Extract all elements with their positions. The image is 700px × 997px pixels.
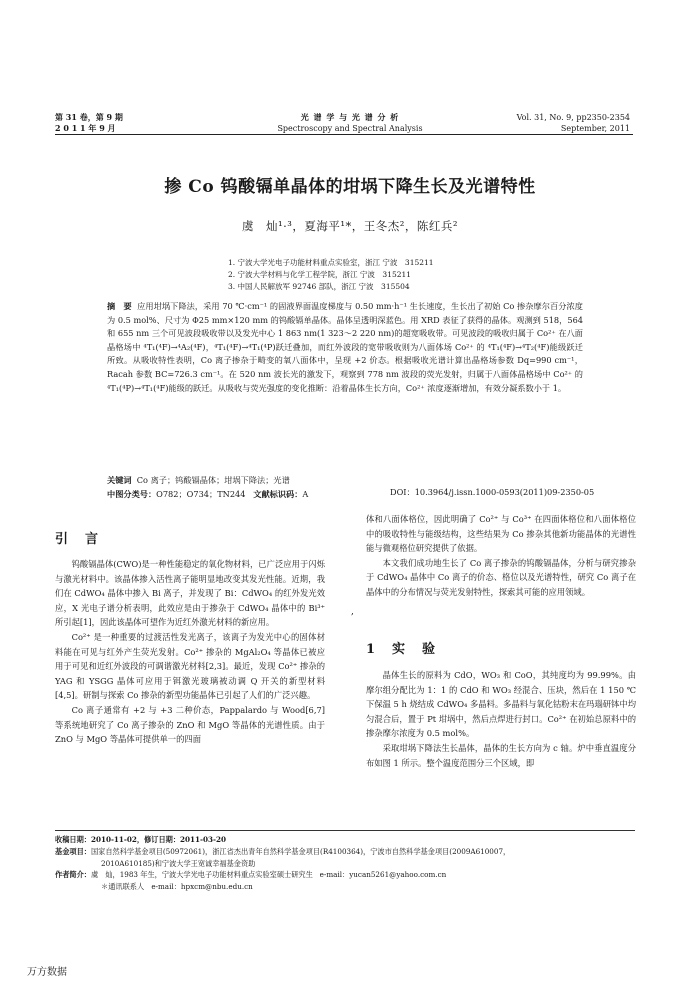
publish-date: 2 0 1 1 年 9 月 — [55, 123, 116, 133]
author-bio — [55, 869, 640, 881]
right-column — [366, 668, 636, 770]
paper-title: 掺 Co 钨酸镉单晶体的坩埚下降生长及光谱特性 — [164, 177, 536, 197]
paragraph: Co 离子通常有 +2 与 +3 二种价态，Pappalardo 与 Wood[6,7] 等系统地研究了 Co 离子掺杂的 ZnO 和 MgO 等晶体的光谱性质。由于 ZnO 与 MgO 等晶体可提供单一的四面 — [55, 704, 325, 745]
abstract-text: 应用坩埚下降法，采用 70 ℃·cm⁻¹ 的固液界面温度梯度与 0.50 mm·h⁻¹ 生长速度，生长出了初始 Co 掺杂摩尔百分浓度为 0.5 mol%、尺寸为 Φ25 mm×120 mm 的钨酸镉单晶体。晶体呈透明深蓝色。用 XRD 表征了获得的晶体。观测到 518，564 和 655 nm 三个可见波段吸收带以及发光中心 1 863 nm(1 323～2 220 nm)的超宽吸收带。可见波段的吸收归属于 Co²⁺ 在八面晶格场中 ⁴T₁(⁴F)→⁴A₂(⁴F)，⁴T₁(⁴F)→⁴T₁(⁴P)跃迁叠加，而红外波段的宽带吸收则为八面体场 Co²⁺ 的 ⁴T₁(⁴F)→⁴T₂(⁴F)能级跃迁所致。从吸收特性表明，Co 离子掺杂于畸变的氧八面体中，呈现 +2 价态。根据吸收光谱计算出晶格场参数 Dq=990 cm⁻¹，Racah 参数 BC=726.3 cm⁻¹。在 520 nm 波长光的激发下，观察到 778 nm 波段的荧光发射，归属于八面体晶格场中 Co²⁺ 的 ⁴T₁(⁴P)→⁴T₁(⁴F)能级的跃迁。从吸收与荧光强度的变化推断：沿着晶体生长方向，Co²⁺ 浓度逐渐增加，有效分凝系数小于 1。 — [107, 301, 583, 393]
clc-label: 中图分类号： — [107, 488, 157, 499]
corresponding-author: ＊通讯联系人 e-mail：hpxcm@nbu.edu.cn — [101, 882, 253, 892]
publish-month: September, 2011 — [560, 124, 630, 133]
paragraph: 钨酸镉晶体(CWO)是一种性能稳定的氧化物材料，已广泛应用于闪烁与激光材料中。该晶体掺入活性离子能明显地改变其发光性能。近期，我们在 CdWO₄ 晶体中掺入 Bi 离子，并发现了 Bi：CdWO₄ 的红外发光效应，X 光电子谱分析表明，此效应是由于掺杂于 CdWO₄ 晶体中的 Bi³⁺ 所引起[1]，因此该晶体可望作为近红外激光材料的新应用。 — [55, 559, 325, 628]
journal-volume — [55, 112, 123, 134]
journal-title — [240, 112, 460, 134]
column-mark: , — [351, 607, 354, 617]
abstract — [107, 300, 583, 395]
right-column-top — [366, 512, 636, 600]
journal-pages — [470, 112, 630, 134]
doi: DOI：10.3964/j.issn.1000-0593(2011)09-2350-05 — [390, 487, 595, 497]
paragraph: Co²⁺ 是一种重要的过渡活性发光离子，该离子为发光中心的固体材料能在可见与红外产生荧光发射。Co²⁺ 掺杂的 MgAl₂O₄ 等晶体已被应用于可见和近红外波段的可调谐激光材料[2,3]。最近，发现 Co²⁺ 掺杂的 YAG 和 YSGG 晶体可应用于铒激光玻璃被动调 Q 开关的新型材料[4,5]。研制与探索 Co 掺杂的新型功能晶体已引起了人们的广泛兴趣。 — [55, 631, 325, 701]
author-email: e-mail：yucan5261@yahoo.com.cn — [319, 870, 447, 880]
doc-code-label: 文献标识码： — [253, 488, 303, 499]
author-bio-label: 作者简介： — [55, 870, 91, 880]
paragraph: 本文我们成功地生长了 Co 离子掺杂的钨酸镉晶体，分析与研究掺杂于 CdWO₄ 晶体中 Co 离子的价态、格位以及光谱特性，研究 Co 离子在晶体中的分布情况与荧光发射特性，探索其可能的应用领域。 — [366, 557, 636, 597]
paragraph: 体和八面体格位，因此明确了 Co²⁺ 与 Co³⁺ 在四面体格位和八面体格位中的吸收特性与能级结构，这些结果为 Co 掺杂其他新功能晶体的光谱性能与微观格位研究提供了依据。 — [366, 514, 636, 554]
affiliation-item: 2. 宁波大学材料与化学工程学院，浙江 宁波 315211 — [228, 270, 412, 279]
keywords-text: Co 离子；钨酸镉晶体；坩埚下降法；光谱 — [136, 475, 290, 485]
paragraph: 采取坩埚下降法生长晶体，晶体的生长方向为 c 轴。炉中垂直温度分布如图 1 所示。整个温度范围分三个区域，即 — [366, 742, 636, 768]
paragraph: 晶体生长的原料为 CdO，WO₃ 和 CoO，其纯度均为 99.99%。由摩尔组分配比为 1：1 的 CdO 和 WO₃ 经混合、压块，然后在 1 150 ℃下保温 5 h 烧结成 CdWO₄ 多晶料。多晶料与氧化钴粉末在玛瑙研钵中均匀混合后，置于 Pt 坩埚中，然后点焊进行封口。Co²⁺ 在初始总原料中的掺杂摩尔浓度为 0.5 mol%。 — [366, 670, 636, 739]
journal-title-cn: 光 谱 学 与 光 谱 分 析 — [300, 112, 400, 122]
left-column — [55, 557, 325, 747]
affiliation-item: 1. 宁波大学光电子功能材料重点实验室，浙江 宁波 315211 — [228, 258, 434, 267]
footnotes — [55, 834, 640, 893]
header-divider — [55, 134, 633, 135]
received-date: 收稿日期：2010-11-02，修订日期：2011-03-20 — [55, 835, 227, 844]
author-bio-text: 虞 灿，1983 年生，宁波大学光电子功能材料重点实验室硕士研究生 — [90, 870, 313, 880]
footnote-divider — [55, 830, 635, 831]
abstract-label: 摘 要 — [107, 301, 132, 311]
volume-issue: 第 31 卷，第 9 期 — [55, 112, 123, 122]
keywords-label: 关键词 — [107, 475, 132, 485]
affiliations — [228, 257, 434, 293]
journal-title-en: Spectroscopy and Spectral Analysis — [277, 124, 423, 133]
doc-code: A — [302, 488, 309, 499]
fund-label: 基金项目： — [55, 846, 91, 856]
experiment-heading: 1 实 验 — [366, 642, 438, 657]
watermark: 万方数据 — [27, 967, 67, 978]
intro-heading: 引 言 — [55, 532, 101, 547]
author-list: 虞 灿¹·³，夏海平¹*，王冬杰²，陈红兵² — [242, 219, 458, 233]
fund-text: 国家自然科学基金项目(50972061)，浙江省杰出青年自然科学基金项目(R4100364)，宁波市自然科学基金项目(2009A610007， — [90, 846, 511, 856]
fund-line-2: 2010A610185)和宁波大学王宽诚幸福基金资助 — [101, 858, 256, 868]
clc-number: O782；O734；TN244 — [156, 488, 246, 499]
fund-line — [55, 846, 640, 858]
volume-pages: Vol. 31, No. 9, pp2350-2354 — [516, 113, 630, 122]
affiliation-item: 3. 中国人民解放军 92746 部队，浙江 宁波 315504 — [228, 282, 410, 291]
